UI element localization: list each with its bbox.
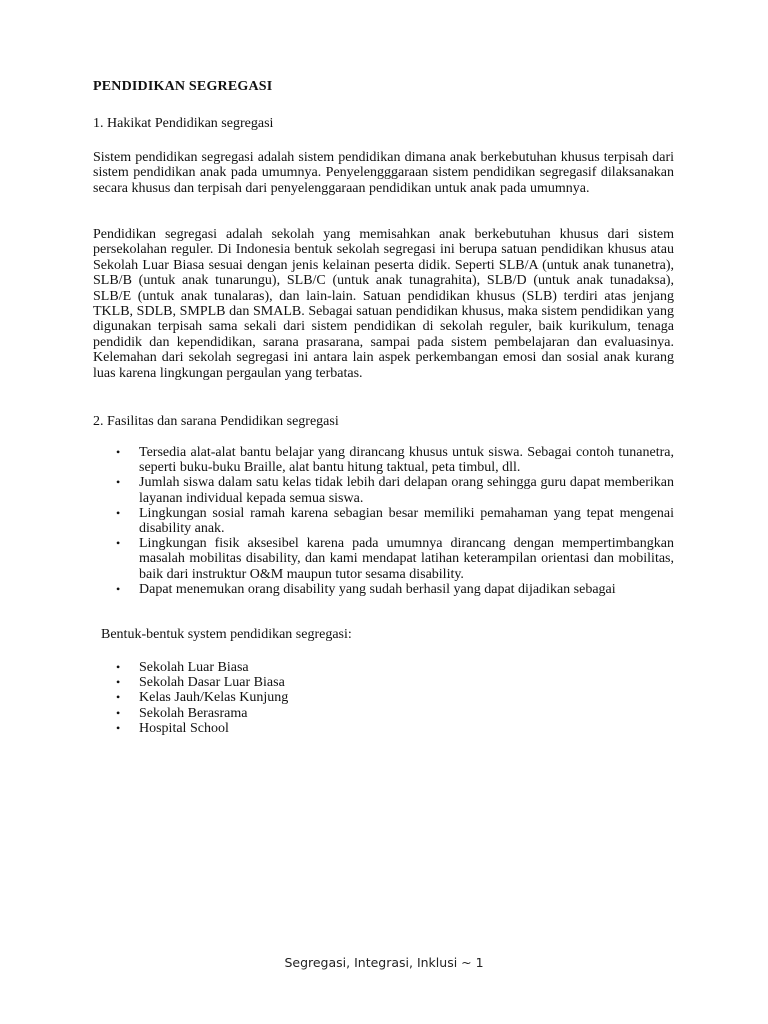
forms-list — [93, 660, 674, 736]
list-item: • Lingkungan sosial ramah karena sebagian besar memiliki pemahaman yang tepat mengenai disability anak. — [116, 505, 674, 537]
bullet-icon: • — [116, 475, 121, 490]
page-title: PENDIDIKAN SEGREGASI — [93, 79, 273, 94]
list-item: • Sekolah Dasar Luar Biasa — [116, 675, 285, 691]
page-footer: Segregasi, Integrasi, Inklusi ~ 1 — [284, 955, 484, 970]
bullet-icon: • — [116, 505, 121, 520]
list-item: • Jumlah siswa dalam satu kelas tidak lebih dari delapan orang sehingga guru dapat memberikan layanan individual kepada semua siswa. — [116, 475, 674, 506]
list-item: • Tersedia alat-alat bantu belajar yang dirancang khusus untuk siswa. Sebagai contoh tunanetra, seperti buku-buku Braille, alat bantu hitung taktual, peta timbul, dll. — [116, 445, 674, 476]
list-item: • Dapat menemukan orang disability yang sudah berhasil yang dapat dijadikan sebagai — [116, 581, 616, 597]
bullet-icon: • — [116, 581, 121, 596]
paragraph-definition: Sistem pendidikan segregasi adalah sistem pendidikan dimana anak berkebutuhan khusus terpisah dari sistem pendidikan anak pada umumnya. Penyelengggaraan sistem pendidikan segregasif dilaksanakan secara khusus dan terpisah dari penyelenggaraan pendidikan untuk anak pada umumnya. — [93, 150, 674, 196]
paragraph-description: Pendidikan segregasi adalah sekolah yang memisahkan anak berkebutuhan khusus dari sistem persekolahan reguler. Di Indonesia bentuk sekolah segregasi ini berupa satuan pendidikan khusus atau Sekolah Luar Biasa sesuai dengan jenis kelainan peserta didik. Seperti SLB/A (untuk anak tunanetra), SLB/B (untuk anak tunarungu), SLB/C (untuk anak tunagrahita), SLB/D (untuk anak tunadaksa), SLB/E (untuk anak tunalaras), dan lain-lain. Satuan pendidikan khusus (SLB) terdiri atas jenjang TKLB, SDLB, SMPLB dan SMALB. Sebagai satuan pendidikan khusus, maka sistem pendidikan yang digunakan terpisah sama sekali dari sistem pendidikan di sekolah reguler, baik kurikulum, tenaga pendidik dan kependidikan, sarana prasarana, sampai pada sistem pembelajaran dan evaluasinya. Kelemahan dari sekolah segregasi ini antara lain aspek perkembangan emosi dan sosial anak kurang luas karena lingkungan pergaulan yang terbatas. — [93, 227, 674, 381]
facilities-list — [93, 445, 674, 597]
list-item: • Sekolah Luar Biasa — [116, 660, 249, 675]
bullet-icon: • — [116, 675, 121, 690]
bullet-icon: • — [116, 705, 121, 720]
section-heading-hakikat: 1. Hakikat Pendidikan segregasi — [93, 116, 274, 131]
bullet-icon: • — [116, 660, 121, 674]
bullet-icon: • — [116, 536, 121, 551]
list-item: • Hospital School — [116, 720, 229, 736]
list-item: • Lingkungan fisik aksesibel karena pada umumnya dirancang dengan mempertimbangkan masalah mobilitas disability, dan kami mendapat latihan keterampilan orientasi dan mobilitas, baik dari instruktur O&M maupun tutor sesama disability. — [116, 536, 674, 582]
forms-heading: Bentuk-bentuk system pendidikan segregasi: — [101, 627, 352, 642]
list-item: • Kelas Jauh/Kelas Kunjung — [116, 690, 289, 706]
list-item: • Sekolah Berasrama — [116, 705, 248, 721]
bullet-icon: • — [116, 445, 121, 459]
bullet-icon: • — [116, 690, 121, 705]
bullet-icon: • — [116, 720, 121, 735]
section-heading-fasilitas: 2. Fasilitas dan sarana Pendidikan segregasi — [93, 414, 339, 429]
